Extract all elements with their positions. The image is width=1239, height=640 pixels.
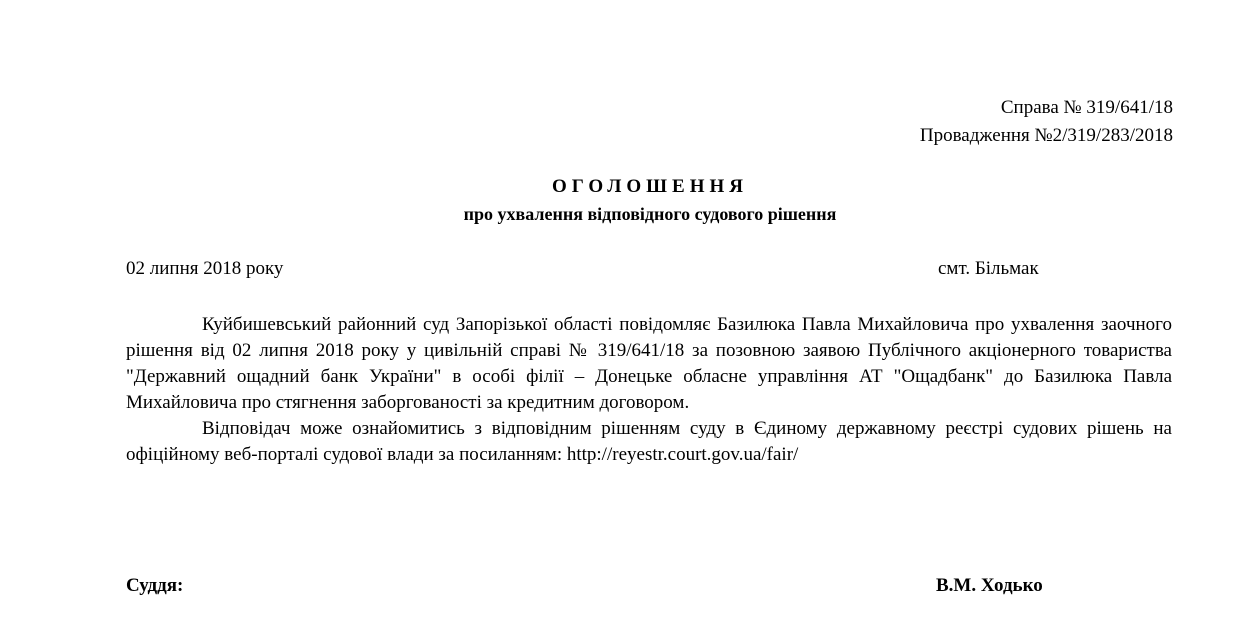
judge-name: В.М. Ходько <box>936 575 1043 596</box>
case-header <box>920 94 1173 150</box>
case-number: Справа № 319/641/18 <box>1000 97 1173 118</box>
paragraph-notice: Куйбишевський районний суд Запорізької області повідомляє Базилюка Павла Михайловича про ухвалення заочного рішення від 02 липня 2018 року у цивільній справі № 319/641/18 за позовною заявою Публічного акціонерного товариства "Державний ощадний банк України" в особі філії – Донецьке обласне управління АТ "Ощадбанк" до Базилюка Павла Михайловича про стягнення заборгованості за кредитним договором. <box>126 314 1172 413</box>
document-date: 02 липня 2018 року <box>126 258 284 279</box>
document-body <box>126 312 1172 468</box>
document-title: ОГОЛОШЕННЯ <box>552 176 748 197</box>
document-place: смт. Більмак <box>938 258 1039 279</box>
signature-label: Суддя: <box>126 575 184 596</box>
document-subtitle: про ухвалення відповідного судового рішення <box>463 204 837 224</box>
proceeding-number: Провадження №2/319/283/2018 <box>919 125 1173 146</box>
paragraph-registry: Відповідач може ознайомитись з відповідним рішенням суду в Єдиному державному реєстрі судових рішень на офіційному веб-порталі судової влади за посиланням: http://reyestr.court.gov.ua/fair/ <box>126 418 1172 465</box>
